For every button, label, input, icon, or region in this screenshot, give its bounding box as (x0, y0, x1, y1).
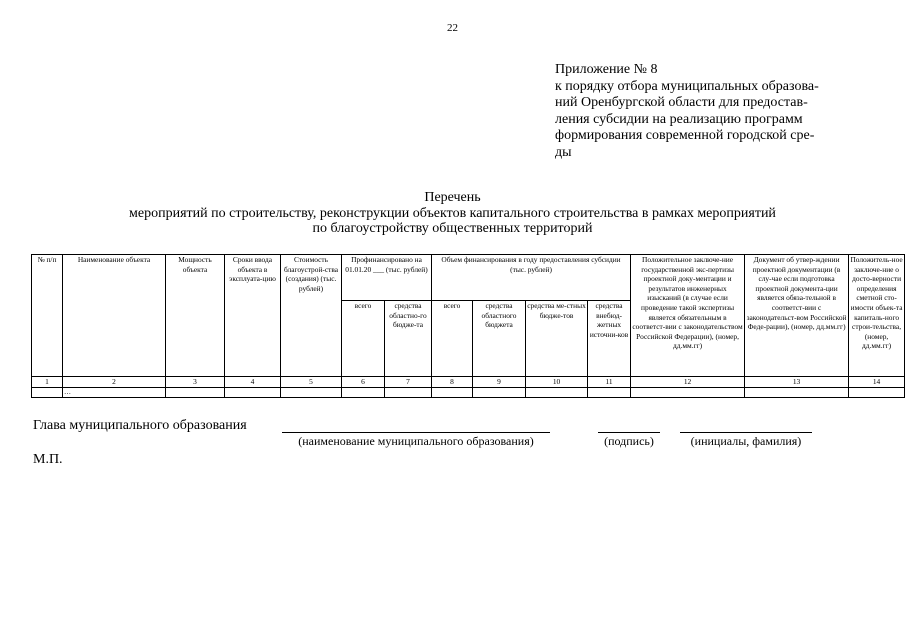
appendix-line: ды (555, 144, 572, 160)
header-number: № п/п (32, 255, 63, 377)
title-main: Перечень (424, 190, 481, 205)
table-cell (745, 387, 849, 398)
stamp-place: М.П. (33, 452, 63, 467)
table-cell (342, 387, 385, 398)
header-capacity: Мощность объекта (166, 255, 225, 377)
column-number: 1 (32, 377, 63, 388)
header-prefinanced-total: всего (342, 301, 385, 377)
header-financing-total: всего (432, 301, 473, 377)
column-number: 3 (166, 377, 225, 388)
caption-municipality-name: (наименование муниципального образования) (298, 434, 534, 448)
appendix-line: ний Оренбургской области для предостав- (555, 95, 808, 111)
signature-name-line (282, 432, 550, 433)
column-number: 11 (588, 377, 631, 388)
appendix-line: Приложение № 8 (555, 62, 658, 77)
header-estimate-conclusion: Положитель-ное заключе-ние о досто-верности определения сметной сто-имости объек-та капиталь-ного строи-тельства, (номер, дд.мм.гг) (849, 255, 905, 377)
appendix-line: формирования современной городской сре- (555, 128, 815, 144)
table-cell (385, 387, 432, 398)
header-financing-volume: Объем финансирования в году предоставления субсидии (тыс. рублей) (432, 255, 631, 301)
header-object-name: Наименование объекта (63, 255, 166, 377)
table-cell (849, 387, 905, 398)
column-number: 13 (745, 377, 849, 388)
signature-sign-line (598, 432, 660, 433)
table-cell (432, 387, 473, 398)
caption-signature: (подпись) (604, 434, 654, 448)
signature-label: Глава муниципального образования (33, 418, 247, 433)
header-financing-regional: средства областного бюджета (473, 301, 526, 377)
appendix-line: ления субсидии на реализацию программ (555, 111, 803, 127)
column-number: 12 (631, 377, 745, 388)
column-number: 14 (849, 377, 905, 388)
header-financing-local: средства ме-стных бюдже-тов (526, 301, 588, 377)
header-commissioning-dates: Сроки ввода объекта в эксплуата-цию (225, 255, 281, 377)
column-number: 8 (432, 377, 473, 388)
caption-initials: (инициалы, фамилия) (690, 434, 802, 448)
column-number: 6 (342, 377, 385, 388)
table-cell (588, 387, 631, 398)
header-state-expertise: Положительное заключе-ние государственной экс-пертизы проектной доку-ментации и результатов инженерных изысканий (в случае если проведение такой экспертизы является обязательным в соответст-вии с законодательством Российской Федерации), (номер, дд.мм.гг) (631, 255, 745, 377)
title-line: мероприятий по строительству, реконструкции объектов капитального строительства в рамках мероприятий (129, 205, 776, 221)
title-line: по благоустройству общественных территорий (312, 221, 593, 236)
header-approval-document: Документ об утвер-ждении проектной документации (в слу-чае если подготовка проектной документа-ции является обяза-тельной в соответст-вии с законодательст-вом Российской Феде-рации), (номер, дд.мм.гг) (745, 255, 849, 377)
table-cell (166, 387, 225, 398)
appendix-line: к порядку отбора муниципальных образова- (555, 78, 819, 94)
signature-initials-line (680, 432, 812, 433)
column-number: 10 (526, 377, 588, 388)
document-title (0, 190, 905, 237)
column-number: 4 (225, 377, 281, 388)
column-number: 7 (385, 377, 432, 388)
measures-table (31, 254, 905, 398)
table-cell (473, 387, 526, 398)
page-number: 22 (447, 22, 458, 34)
column-number: 2 (63, 377, 166, 388)
column-number: 9 (473, 377, 526, 388)
table-cell (225, 387, 281, 398)
column-number: 5 (281, 377, 342, 388)
header-financing-extrabudgetary: средства внебюд-жетных источни-ков (588, 301, 631, 377)
table-cell (281, 387, 342, 398)
table-cell (32, 387, 63, 398)
header-prefinanced-regional: средства областно-го бюдже-та (385, 301, 432, 377)
table-cell (631, 387, 745, 398)
table-row (32, 387, 905, 398)
header-cost: Стоимость благоустрой-ства (создания) (тыс. рублей) (281, 255, 342, 377)
column-number-row (32, 377, 905, 388)
empty-row-marker: … (63, 387, 166, 398)
appendix-block (555, 62, 855, 162)
table-cell (526, 387, 588, 398)
header-prefinanced: Профинансировано на 01.01.20 ___ (тыс. рублей) (342, 255, 432, 301)
